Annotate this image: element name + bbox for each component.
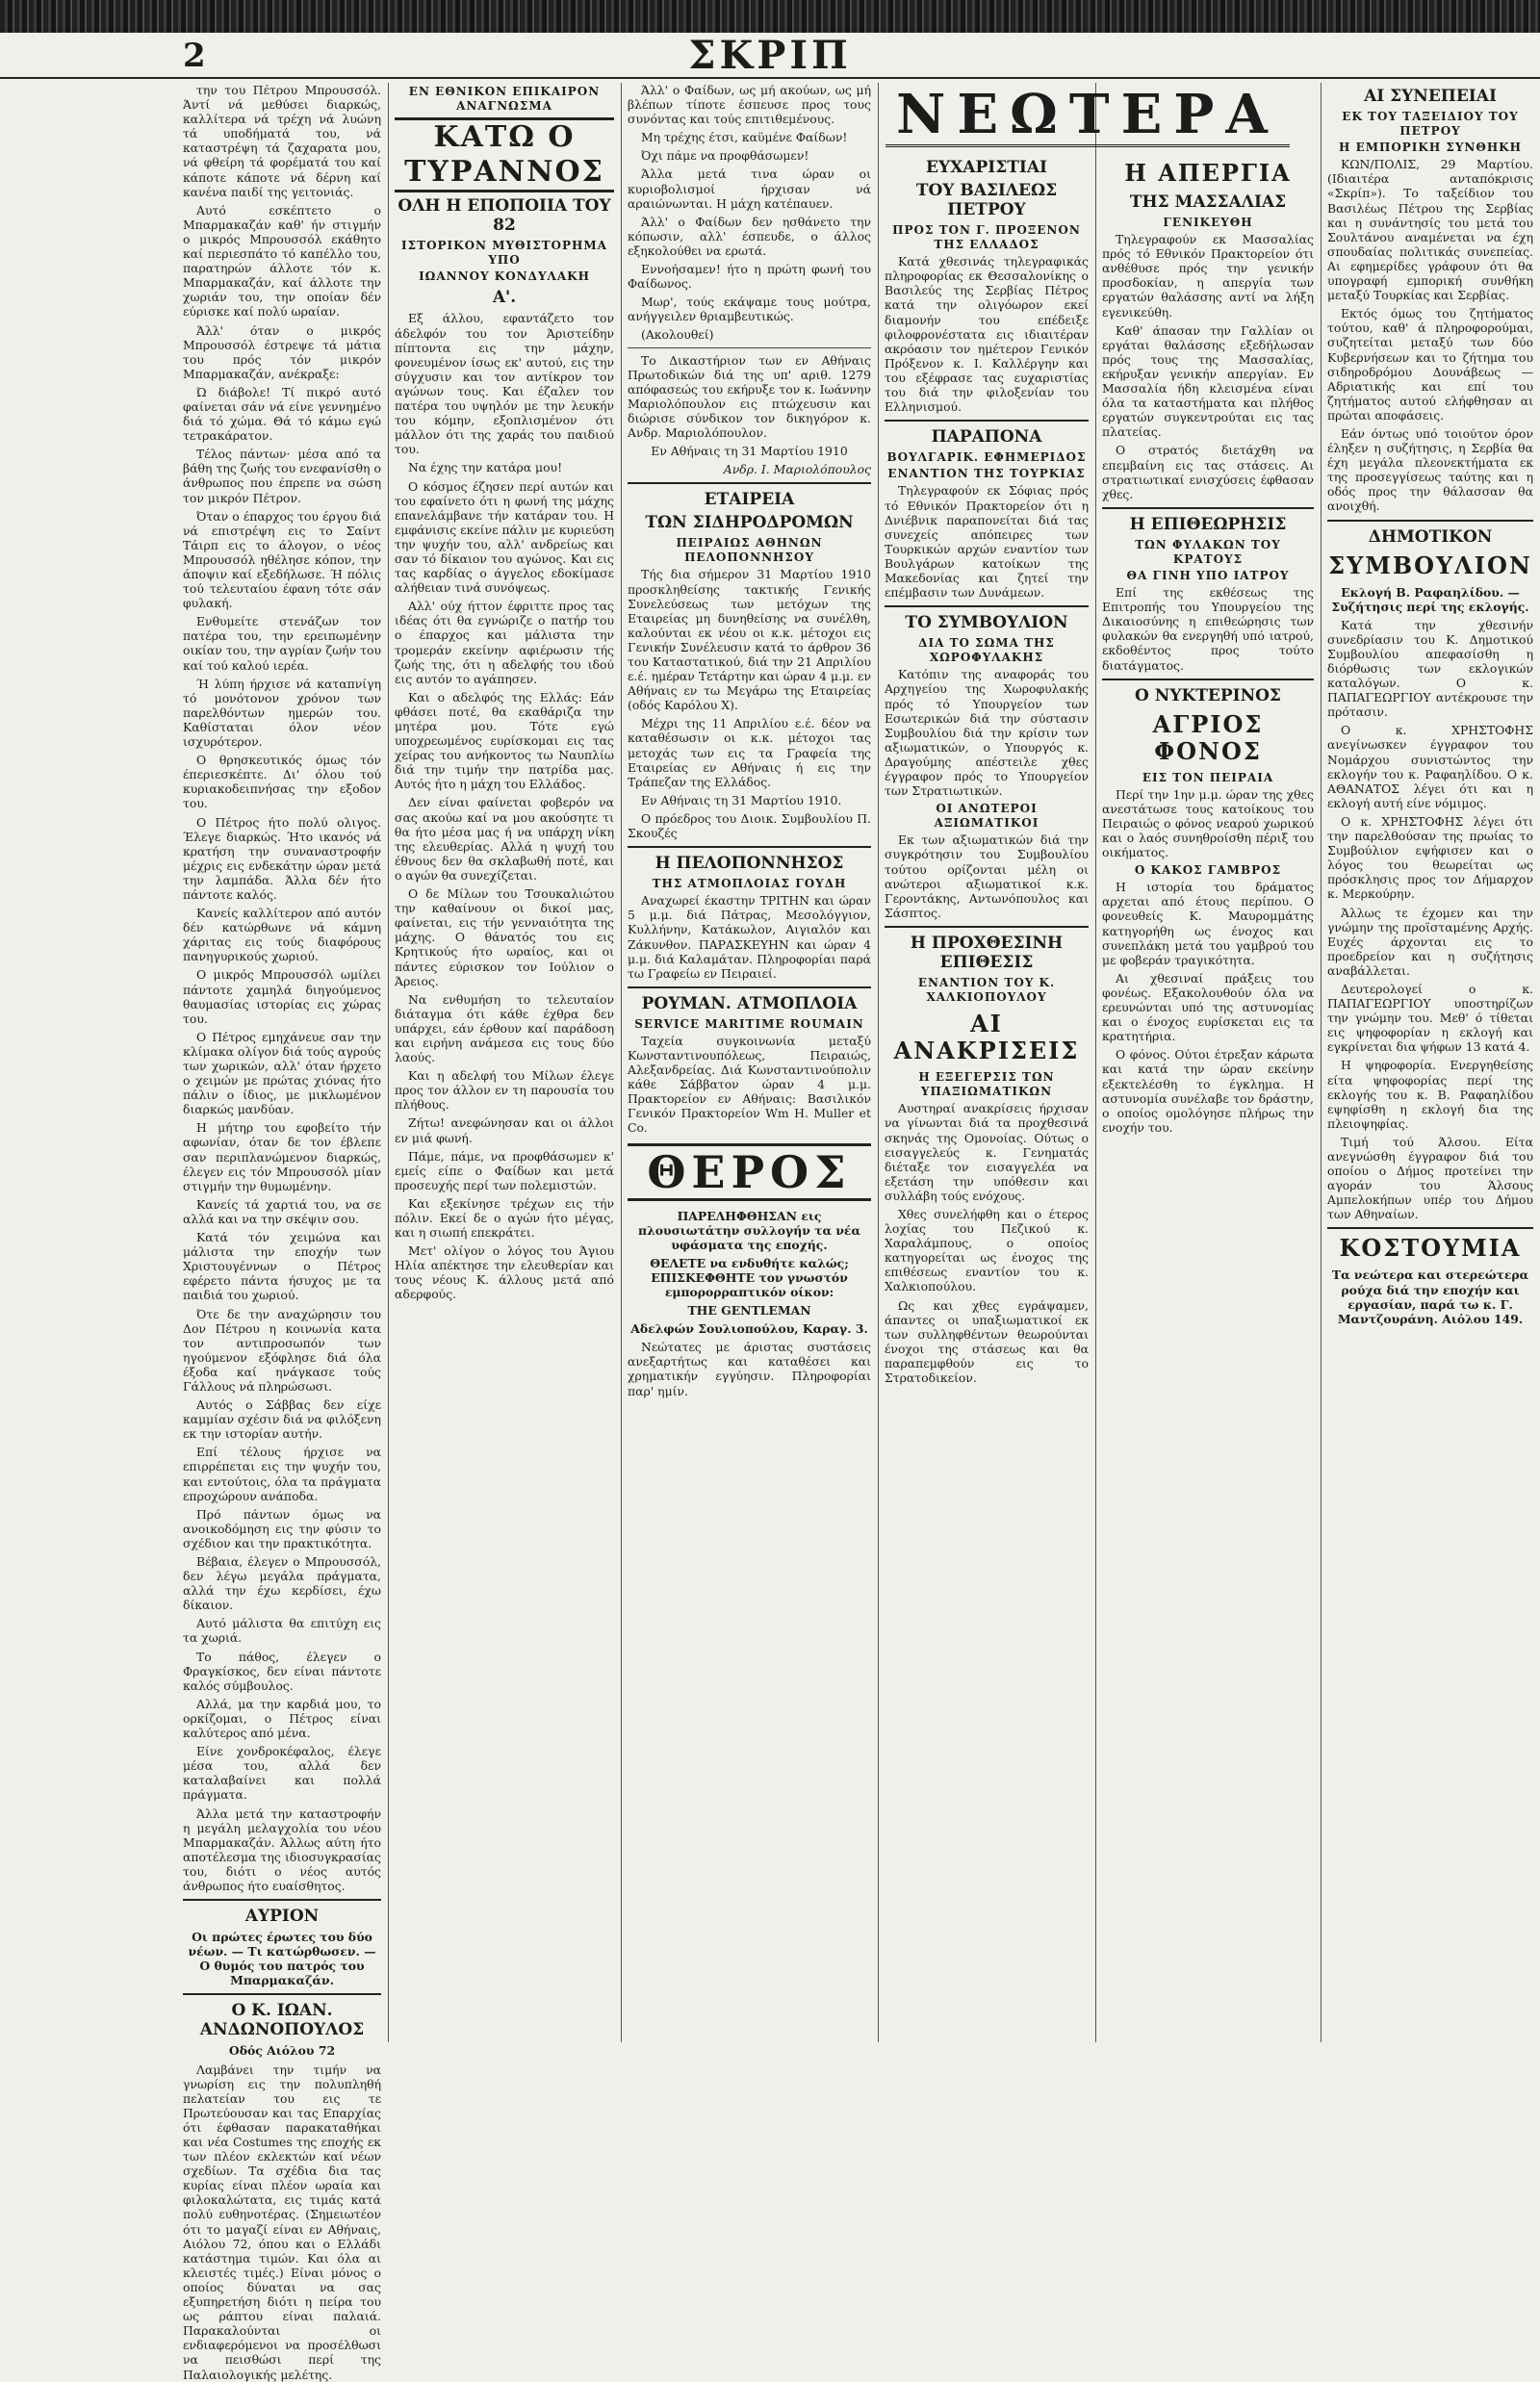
railway-notice-text bbox=[628, 567, 871, 840]
story-paragraph: Αυτό μάλιστα θα επιτύχη εις τα χωριά. bbox=[183, 1616, 381, 1646]
consequences-text: ΚΩΝ/ΠΟΛΙΣ, 29 Μαρτίου. (Ιδιαιτέρα ανταπόκρισις «Σκρίπ»). Το ταξείδιον του Βασιλέως Πέτρου της Σερβίας και η συνάντησίς του μετά του Σουλτάνου αναμένεται να έχη σπουδαίας πολιτικάς συνεπείας. Αι εφημερίδες γράφουν ότι θα υπογραφή εμπορική συνθήκη μεταξύ Τουρκίας και Σερβίας. bbox=[1327, 157, 1533, 303]
story-paragraph: Πάμε, πάμε, να προφθάσωμεν κ' εμείς είπε ο Φαίδων και μετά προσευχής περί των πολεμιστών. bbox=[395, 1148, 614, 1192]
murder-heading-3: ΕΙΣ ΤΟΝ ΠΕΙΡΑΙΑ bbox=[1142, 770, 1274, 784]
story-paragraph: Κατά τόν χειμώνα και μάλιστα την εποχήν των Χριστουγέννων ο Πέτρος εφέρετο πάντα ήσυχος με τα παιδιά του χωριού. bbox=[183, 1230, 381, 1303]
story-paragraph: Και η αδελφή του Μίλων έλεγε προς τον άλλον εν τη παρουσία του πλήθους. bbox=[395, 1068, 614, 1113]
groom-heading: Ο ΚΑΚΟΣ ΓΑΜΒΡΟΣ bbox=[1134, 863, 1282, 878]
railway-paragraph: Μέχρι της 11 Απριλίου ε.έ. δέον να καταθέσωσιν οι κ.κ. μέτοχοι τας μετοχάς των εις τα Γραφεία της Εταιρείας εν Αθήναις ή εις την Τράπεζαν της Ελλάδος. bbox=[628, 716, 871, 789]
groom-text-3: Ο φόνος. Ούτοι έτρεξαν κάρωτα και κατά την ώραν εκείνην εξεκτελέσθη το έγκλημα. Η αστυνομία συνέλαβε τον δράστην, ο οποίος ομολόγησε πλήρως την ενοχήν του. bbox=[1102, 1047, 1314, 1135]
story-paragraph: Δεν είναι φαίνεται φοβερόν να σας ακούω καί να μου ακούσητε τι θα ήτο μέσα μας ή να υπάρχη νίκη της ελευθερίας. Αλλά η ψυχή του έθνους δεν θα σκλαβωθή ποτέ, και ο αγών θα συνεχίζεται. bbox=[395, 795, 614, 883]
story-paragraph: Ότε δε την αναχώρησιν του Δον Πέτρου η κοινωνία κατα τον αντιπροσωπόν των ηγούμενον εξόφλησε διά όλα έξοδα καί ηνάγκασε τούς Γάλλους νά πληρώσωσι. bbox=[183, 1306, 381, 1394]
column-6 bbox=[1327, 83, 1533, 2042]
column-1 bbox=[183, 83, 381, 2382]
top-border-band bbox=[0, 0, 1540, 33]
costumes-heading: ΚΟΣΤΟΥΜΙΑ bbox=[1339, 1234, 1522, 1263]
story-paragraph: Μετ' ολίγον ο λόγος του Άγιου Ηλία απέκτησε την ελευθερίαν και τους νέους Κ. άλλους μετά από αδερφούς. bbox=[395, 1243, 614, 1302]
story-paragraph: Τέλος πάντων· μέσα από τα βάθη της ζωής του ενεφανίσθη ο άνθρωπος που έπρεπε να σώση τον μικρόν Πέτρον. bbox=[183, 447, 381, 505]
avrion-preview: Οι πρώτες έρωτες του δύο νέων. — Τι κατώρθωσεν. — Ο θυμός του πατρός του Μπαρμακαζάν. bbox=[188, 1930, 376, 1988]
theros-ad-text: Νεώτατες με άριστας συστάσεις ανεξαρτήτως και καταθέσει και χρηματικήν εγγύησιν. Πληροφορίαι παρ' ημίν. bbox=[628, 1340, 871, 1398]
story-paragraph: Ο μικρός Μπρουσσόλ ωμίλει πάντοτε χαμηλά διηγούμενος θαυμασίας ιστορίας εις χώρας του. bbox=[183, 967, 381, 1026]
railway-heading: ΕΤΑΙΡΕΙΑ bbox=[704, 490, 795, 510]
story-paragraph: Αλλά, μα την καρδιά μου, το ορκίζομαι, ο Πέτρος είναι καλύτερος από μένα. bbox=[183, 1696, 381, 1741]
municipal-text-7: Τιμή τού Άλσου. Είτα ανεγνώσθη έγγραφον διά του οποίου ο Δήμος προτείνει την αγοράν του Άλσους Αμπελοκήπων υπέρ του Δήμου των Αθηναίων. bbox=[1327, 1134, 1533, 1222]
railway-paragraph: Εν Αθήναις τη 31 Μαρτίου 1910. bbox=[641, 792, 842, 807]
story-paragraph: Άλλα μετά την καταστροφήν η μεγάλη μελαγχολία του νέου Μπαρμακαζάν. Άλλως αύτη ήτο αποτέλεσμα της ιδιοσυγκρασίας του, διότι ο νέος αυτός άνθρωπος ήτο ευαίσθητος. bbox=[183, 1806, 381, 1893]
attack-heading-4: Η ΕΞΕΓΕΡΣΙΣ ΤΩΝ ΥΠΑΞΙΩΜΑΤΙΚΩΝ bbox=[918, 1070, 1055, 1099]
serial-chapter: Α'. bbox=[492, 288, 517, 308]
story-paragraph: Και εξεκίνησε τρέχων εις τήν πόλιν. Εκεί δε ο αγών ήτο μέγας, και η σιωπή επεκράτει. bbox=[395, 1195, 614, 1241]
attack-heading-2: ΕΝΑΝΤΙΟΝ ΤΟΥ Κ. ΧΑΛΚΙΟΠΟΥΛΟΥ bbox=[917, 975, 1056, 1005]
tailor-ad-address: Οδός Αιόλου 72 bbox=[228, 2043, 336, 2059]
story-paragraph: Είνε χονδροκέφαλος, έλεγε μέσα του, αλλά δεν καταλαβαίνει και πολλά πράγματα. bbox=[183, 1744, 381, 1803]
story-paragraph: Ο Πέτρος ήτο πολύ ολιγος. Έλεγε διαρκώς. Ήτο ικανός νά κρατήση την συναναστροφήν μέχρις εις ενδεκάτην ώραν μετά την λαμπάδα. Άλλα δέν ήτο πάντοτε καλός. bbox=[183, 814, 381, 902]
story-paragraph: Κανείς καλλίτερον από αυτόν δέν κατώρθωνε νά κάμνη χάριτας εις τούς διαφόρους πανηγυρικούς χωριού. bbox=[183, 906, 381, 964]
story-paragraph: Επί τέλους ήρχισε να επιρρέπεται εις την ψυχήν του, και εντούτοις, όλα τα πράγματα επροχώρουν ανάποδα. bbox=[183, 1445, 381, 1503]
thanks-heading-2: ΤΟΥ ΒΑΣΙΛΕΩΣ ΠΕΤΡΟΥ bbox=[915, 181, 1058, 219]
consequences-text-3: Εάν όντως υπό τοιούτον όρον έληξεν η συζήτησις, η Σερβία θα έχη μεγάλα πλεονεκτήματα εκ της προσεγγίσεως ταύτης και η οδός προς την θάλασσαν θα ανοιχθή. bbox=[1327, 425, 1533, 514]
story-paragraph: Όταν ο έπαρχος του έργου διά νά επιστρέψη εις το Σαίντ Τάιρπ εις το άλογον, ο νέος Μπρουσσόλ ηθέλησε κόπον, την άποψιν καί εξεδήλωσε. Ή πόλις τού τελευταίου έφανη τότε σάν φυλακή. bbox=[183, 508, 381, 611]
story-paragraph: Μωρ', τούς εκάψαμε τους μούτρα, ανήγγειλεν θριαμβευτικώς. bbox=[628, 295, 871, 324]
story-paragraph: Πρό πάντων όμως να ανοικοδόμηση εις την φύσιν το σχέδιον και την πρακτικότητα. bbox=[183, 1506, 381, 1550]
murder-heading-2: ΑΓΡΙΟΣ ΦΟΝΟΣ bbox=[1152, 709, 1264, 765]
strike-text-2: Καθ' άπασαν την Γαλλίαν οι εργάται θαλάσσης εξεδήλωσαν πρός τους της Μασσαλίας, εκήρυξαν γενικήν απεργίαν. Εν Μασσαλία ήδη κλεισμένα είναι όλα τα καταστήματα και πλήθος εργατών συγκεντρούται εις τας πλατείας. bbox=[1102, 322, 1314, 440]
column-rule bbox=[878, 83, 879, 2042]
municipal-text-5: Δευτερολογεί ο κ. ΠΑΠΑΓΕΩΡΓΙΟΥ υποστηρίζων την γνώμην του. Μεθ' ό τίθεται εις ψηφοφορίαν η εκλογή και εγκρίνεται δια ψήφων 13 κατά 4. bbox=[1327, 981, 1533, 1055]
consequences-heading-3: Η ΕΜΠΟΡΙΚΗ ΣΥΝΘΗΚΗ bbox=[1339, 141, 1522, 155]
theros-ad-lines bbox=[628, 1209, 871, 1337]
council-text: Κατόπιν της αναφοράς του Αρχηγείου της Χωροφυλακής πρός τό Υπουργείον των Εσωτερικών διά την σύστασιν Συμβουλίου διά την κρίσιν των αξιωματικών, ο Υπουργός κ. Δραγούμης απέστειλε χθες έγγραφον πρός το Υπουργείον των Στρατιωτικών. bbox=[885, 667, 1089, 799]
steamer-heading: Η ΠΕΛΟΠΟΝΝΗΣΟΣ bbox=[654, 854, 844, 874]
page-number: 2 bbox=[183, 37, 206, 75]
strike-heading-3: ΓΕΝΙΚΕΥΘΗ bbox=[1163, 216, 1253, 229]
murder-text: Περί την 1ην μ.μ. ώραν της χθες ανεστάτωσε τους κατοίκους του Πειραιώς ο φόνος νεαρού χωρικού και ο λαός συνηθροίσθη πέριξ του οικήματος. bbox=[1102, 786, 1314, 860]
municipal-text-2: Ο κ. ΧΡΗΣΤΟΦΗΣ ανεγίνωσκεν έγγραφον του Νομάρχου συνιστώντος την εκλογήν του κ. Ραφαηλίδου. Ο κ. ΑΘΑΝΑΤΟΣ λέγει ότι και η εκλογή αυτή είνε νόμιμος. bbox=[1327, 723, 1533, 810]
railway-heading-2: ΤΩΝ ΣΙΔΗΡΟΔΡΟΜΩΝ bbox=[645, 513, 854, 533]
theros-ad-line: Αδελφών Σουλιοπούλου, Καραγ. 3. bbox=[630, 1321, 868, 1337]
municipal-summary: Εκλογή Β. Ραφαηλίδου. — Συζήτησις περί της εκλογής. bbox=[1331, 584, 1529, 614]
story-paragraph: Άλλα μετά τινα ώραν οι κυριοβολισμοί ήρχισαν νά αραιώνωνται. Η μάχη κατέπαυεν. bbox=[628, 166, 871, 211]
column-5 bbox=[1102, 154, 1314, 2042]
consequences-text-2: Εκτός όμως του ζητήματος τούτου, καθ' ά πληροφορούμαι, συζητείται μεταξύ των δύο Κυβερνήσεων και το ζήτημα του σιδηροδρόμου Δουνάβεως — Αδριατικής και επί του ζητήματος αυτού ελήφθησαν αι πρώται αποφάσεις. bbox=[1327, 306, 1533, 423]
complaints-text: Τηλεγραφούν εκ Σόφιας πρός τό Εθνικόν Πρακτορείον ότι η Δνιέβνικ παραπονείται διά τας συνεχείς απόπειρες των Τουρκικών αρχών εναντίον των Βουλγάρων κατοίκων της Μακεδονίας και ζητεί την επέμβασιν των Δυνάμεων. bbox=[885, 483, 1089, 601]
serial-continuation-text bbox=[628, 83, 871, 343]
officers-heading: ΟΙ ΑΝΩΤΕΡΟΙ ΑΞΙΩΜΑΤΙΚΟΙ bbox=[934, 802, 1040, 831]
story-paragraph: Αλλ' ούχ ήττον έφριττε προς τας ιδέας ότι θα εγνώριζε ο πατήρ του ο έπαρχος και μάλιστα την τρομεράν εκείνην αφιέρωσιν τής ζωής της, ότι η αδελφής του ιδού εις αυτόν το αγάπησεν. bbox=[395, 599, 614, 686]
municipal-text: Κατά την χθεσινήν συνεδρίασιν του Κ. Δημοτικού Συμβουλίου απεφασίσθη η διόρθωσις των εκλογικών καταλόγων. Ο κ. ΠΑΠΑΓΕΩΡΓΙΟΥ αντέκρουσε την πρότασιν. bbox=[1327, 617, 1533, 720]
story-paragraph: Εννοήσαμεν! ήτο η πρώτη φωνή του Φαίδωνος. bbox=[628, 262, 871, 292]
steamer-heading-2: ΤΗΣ ΑΤΜΟΠΛΟΙΑΣ ΓΟΥΔΗ bbox=[652, 877, 847, 891]
theros-ad-line: ΘΕΛΕΤΕ να ενδυθήτε καλώς; ΕΠΙΣΚΕΦΘΗΤΕ τον γνωστόν εμπορορραπτικόν οίκον: bbox=[650, 1255, 849, 1299]
inspection-heading-2: ΤΩΝ ΦΥΛΑΚΩΝ ΤΟΥ ΚΡΑΤΟΥΣ bbox=[1135, 537, 1281, 566]
story-paragraph: Και ο αδελφός της Ελλάς: Εάν φθάσει ποτέ, θα εκαθάριζα την μητέρα μου. Τότε εγώ υποχρεωμένος ευρίσκομαι εις τας χείρας του ανήκοντος τω Ναυπλίω διά την τιμήν την πατρίδα μας. Αυτός ήτο η μάχη του Ελλάδος. bbox=[395, 689, 614, 792]
attack-text-2: Χθες συνελήφθη και ο έτερος λοχίας του Πεζικού κ. Χαραλάμπους, ο οποίος κατηγορείται ως ένοχος της επιθέσεως εναντίον του κ. Χαλκιοπούλου. bbox=[885, 1206, 1089, 1294]
inspection-heading: Η ΕΠΙΘΕΩΡΗΣΙΣ bbox=[1129, 514, 1287, 534]
railway-paragraph: Ο πρόεδρος του Διοικ. Συμβουλίου Π. Σκουζές bbox=[628, 810, 871, 841]
newspaper-title: ΣΚΡΙΠ bbox=[688, 33, 852, 78]
groom-text: Η ιστορία του δράματος αρχεται από έτους περίπου. Ο φονευθείς Κ. Μαυρομμάτης κατηγορήθη ως ένοχος και συνεπλάκη μετά του γαμβρού του με φοβεράν τραγικότητα. bbox=[1102, 880, 1314, 967]
column-rule bbox=[621, 83, 622, 2042]
municipal-heading-2: ΣΥΜΒΟΥΛΙΟΝ bbox=[1328, 551, 1532, 579]
story-paragraph: Ο δε Μίλων του Τσουκαλιώτου την καθαίνουν οι δικοί μας, φαίνεται, εις τήν γενναιότητα της μάχης. Ο θάνατός του εις Κρητικούς ήτο ωραίος, και οι πάντες εύρισκον τον Ιούλιον ο Άρειος. bbox=[395, 886, 614, 988]
masthead bbox=[0, 33, 1540, 79]
romanian-line-heading: ΡΟΥΜΑΝ. ΑΤΜΟΠΛΟΙΑ bbox=[641, 993, 858, 1013]
strike-heading-2: ΤΗΣ ΜΑΣΣΑΛΙΑΣ bbox=[1129, 192, 1287, 212]
story-paragraph: Να ενθυμήση το τελευταίον διάταγμα ότι κάθε έχθρα δεν υπάρχει, εάν έρθουν καί παράδοση και ειρήνη ανάμεσα εις τους δύο λαούς. bbox=[395, 991, 614, 1065]
serial-subtitle-2: ΙΣΤΟΡΙΚΟΝ ΜΥΘΙΣΤΟΡΗΜΑ ΥΠΟ bbox=[401, 239, 607, 268]
story-paragraph: Αυτός ο Σάββας δεν είχε καμμίαν σχέσιν διά να φιλόξενη εκ την ιστορίαν αυτήν. bbox=[183, 1397, 381, 1442]
municipal-text-3: Ο κ. ΧΡΗΣΤΟΦΗΣ λέγει ότι την παρελθούσαν της πρωίας το Συμβούλιον εψήφισεν και ο λόγος του θεωρείται ως πρόσκλησις προς τον Δήμαρχον κ. Μερκούρην. bbox=[1327, 813, 1533, 902]
theros-ad-heading: ΘΕΡΟΣ bbox=[628, 1143, 871, 1201]
story-paragraph: Ο θρησκευτικός όμως τόν έπεριεσκέπτε. Δι' όλου τού κυριακοδειπνήσας την εξοδον του. bbox=[183, 753, 381, 811]
murder-heading: Ο ΝΥΚΤΕΡΙΝΟΣ bbox=[1135, 685, 1281, 705]
complaints-heading: ΠΑΡΑΠΟΝΑ bbox=[931, 427, 1042, 448]
costumes-text: Τα νεώτερα και στερεώτερα ρούχα διά την εποχήν και εργασίαν, παρά τω κ. Γ. Μαντζουράνη. Αιόλου 149. bbox=[1331, 1268, 1529, 1326]
story-paragraph: Το πάθος, έλεγεν ο Φραγκίσκος, δεν είναι πάντοτε καλός σύμβουλος. bbox=[183, 1649, 381, 1693]
story-paragraph: Αυτό εσκέπτετο ο Μπαρμακαζάν καθ' ήν στιγμήν ο μικρός Μπρουσσόλ εκάθητο καί περιεσπάτο τό καπέλλο του, παρατηρών άλλοτε τόν κ. Μπαρμακαζάν, καί άλλοτε την χωριάν του, την οποίαν δέν εύρισκε καί πολύ ωραίαν. bbox=[183, 202, 381, 320]
railway-paragraph: Τής δια σήμερον 31 Μαρτίου 1910 προσκληθείσης τακτικής Γενικής Συνελεύσεως των μετόχων της Εταιρείας μη δυνηθείσης να συνέλθη, καλούνται εκ νέου οι κ.κ. μέτοχοι εις Γενικήν Συνέλευσιν κατά το άρθρον 36 του Καταστατικού, διά την 21 Απριλίου ε.έ. ημέραν Τετάρτην και ώραν 4 μ.μ. εν Αθήναις εν τω Μεγάρω της Εταιρείας (οδός Καρόλου Χ). bbox=[628, 567, 871, 713]
bankruptcy-notice-sign: Ανδρ. Ι. Μαριολόπουλος bbox=[723, 462, 871, 477]
thanks-heading: ΕΥΧΑΡΙΣΤΙΑΙ bbox=[926, 158, 1047, 177]
municipal-text-4: Άλλως τε έχομεν και την γνώμην της προϊσταμένης Αρχής. Ευχές άρχονται εις το προεδρείον και η συζήτησις αναβάλλεται. bbox=[1327, 905, 1533, 978]
column-2 bbox=[395, 83, 614, 2042]
story-paragraph: Μη τρέχης έτσι, καϋμένε Φαίδων! bbox=[641, 130, 848, 145]
serial-author: ΙΩΑΝΝΟΥ ΚΟΝΔΥΛΑΚΗ bbox=[419, 269, 590, 284]
officers-text: Εκ των αξιωματικών διά την συγκρότησιν του Συμβουλίου τούτου ορίζονται μέλη οι ανώτεροι αξιωματικοί κ.κ. Γεροντάκης, Αντωνόπουλος και Σάσπτος. bbox=[885, 832, 1089, 920]
story-paragraph: Να έχης την κατάρα μου! bbox=[408, 460, 563, 475]
strike-heading: Η ΑΠΕΡΓΙΑ bbox=[1124, 159, 1292, 187]
column-rule bbox=[388, 83, 389, 2042]
consequences-heading: ΑΙ ΣΥΝΕΠΕΙΑΙ bbox=[1364, 87, 1497, 106]
neotera-banner: ΝΕΩΤΕΡΑ bbox=[886, 85, 1290, 147]
column-rule bbox=[1095, 83, 1096, 2042]
story-paragraph: την του Πέτρου Μπρουσσόλ. Άντί νά μεθύσει διαρκώς, καλλίτερα νά τρέχη νά λυώνη τά υποδήματά του, νά καταστρέψη τά ζαχαρατα μου, νά φθείρη τά φορέματά του καί κάποτε κάποτε νά δέρνη καί κανένα παιδί της γειτονιάς. bbox=[183, 83, 381, 199]
serial-story-text bbox=[183, 83, 381, 1893]
inspection-heading-3: ΘΑ ΓΙΝΗ ΥΠΟ ΙΑΤΡΟΥ bbox=[1126, 568, 1290, 582]
story-paragraph: Βέβαια, έλεγεν ο Μπρουσσόλ, δεν λέγω μεγάλα πράγματα, αλλά την έχω κερδίσει, έχω δίκαιον. bbox=[183, 1554, 381, 1613]
romanian-line-heading-2: SERVICE MARITIME ROUMAIN bbox=[634, 1016, 864, 1031]
railway-heading-3: ΠΕΙΡΑΙΩΣ ΑΘΗΝΩΝ ΠΕΛΟΠΟΝΝΗΣΟΥ bbox=[676, 536, 823, 565]
story-paragraph: Ενθυμείτε στενάζων τον πατέρα του, την ερειπωμένην οικίαν του, την αγρίαν ζωήν του καί τού καλού ιερέα. bbox=[183, 614, 381, 673]
strike-text: Τηλεγραφούν εκ Μασσαλίας πρός τό Εθνικόν Πρακτορείον ότι ανθέθυσε πρός την γενικήν προσδοκίαν, η απεργία των εργατών θαλάσσης αντί να λήξη εγενικεύθη. bbox=[1102, 232, 1314, 320]
groom-text-2: Αι χθεσιναί πράξεις του φονέως. Εξακολουθούν όλα να ερευνώνται υπό της αστυνομίας και ο ένοχος ευρίσκεται εις τα κρατητήρια. bbox=[1102, 970, 1314, 1044]
attack-text-3: Ως και χθες εγράψαμεν, άπαντες οι υπαξιωματικοί εκ των συλληφθέντων θεωρούνται ένοχοι της στάσεως και θα παραπεμφθούν εις το Στρατοδικείον. bbox=[885, 1297, 1089, 1385]
story-paragraph: Ζήτω! ανεφώνησαν και οι άλλοι εν μιά φωνή. bbox=[395, 1115, 614, 1145]
story-paragraph: Κανείς τά χαρτιά του, να σε αλλά και να την σκέψιν σου. bbox=[183, 1196, 381, 1226]
municipal-text-6: Η ψηφοφορία. Ενεργηθείσης είτα ψηφοφορίας περί της εκλογής του κ. Β. Ραφαηλίδου εψηφίσθη η εκλογή δια της πλειοψηφίας. bbox=[1327, 1058, 1533, 1131]
story-paragraph: Ο Πέτρος εμηχάνευε σαν την κλίμακα ολίγον διά τούς αγρούς των χωρικών, αλλ' όταν ήρχετο ο χειμών με πρώτας χιόνας ήτο πάλιν ο ίδιος, με μικλωμένον διαρκώς μανδύαν. bbox=[183, 1029, 381, 1117]
bankruptcy-notice-date: Εν Αθήναις τη 31 Μαρτίου 1910 bbox=[651, 444, 848, 459]
column-rule bbox=[1321, 83, 1322, 2042]
serial-subtitle: ΟΛΗ Η ΕΠΟΠΟΙΙΑ ΤΟΥ 82 bbox=[398, 196, 611, 236]
story-paragraph: Ή λύπη ήρχισε νά καταπνίγη τό μονότονον χρόνον των παρελθόντων ημερών του. Καθίσταται όλον νέον ισχυρότερον. bbox=[183, 676, 381, 750]
serial-title: ΚΑΤΩ Ο ΤΥΡΑΝΝΟΣ bbox=[395, 117, 614, 192]
consequences-heading-2: ΕΚ ΤΟΥ ΤΑΞΕΙΔΙΟΥ ΤΟΥ ΠΕΤΡΟΥ bbox=[1342, 110, 1519, 139]
steamer-text: Αναχωρεί έκαστην ΤΡΙΤΗΝ και ώραν 5 μ.μ. διά Πάτρας, Μεσολόγγιον, Κυλλήνην, Κατάκωλον, Αιγιαλόν και Ζάκυνθον. ΠΑΡΑΣΚΕΥΗΝ και ώραν 4 μ.μ. διά Καλαμάταν. Πληροφορίαι παρά τω Γραφείω εν Πειραιεί. bbox=[628, 893, 871, 981]
thanks-heading-3: ΠΡΟΣ ΤΟΝ Γ. ΠΡΟΞΕΝΟΝ ΤΗΣ ΕΛΛΑΔΟΣ bbox=[892, 223, 1081, 252]
story-paragraph: Η μήτηρ του εφοβείτο τήν αφωνίαν, όταν δε τον έβλεπε σαν περιπλανώμενον διαρκώς, έλεγεν εις τόν Μπρουσσόλ μίαν στιγμήν την θυμωμένην. bbox=[183, 1120, 381, 1193]
romanian-line-text: Ταχεία συγκοινωνία μεταξύ Κωνσταντινουπόλεως, Πειραιώς, Αλεξανδρείας. Διά Κωνσταντινούπολιν κάθε Σάββατον ώραν 4 μ.μ. Πρακτορείον εν Αθήναις: Βασιλικόν Γενικόν Πρακτορείον Wm H. Muller et Co. bbox=[628, 1033, 871, 1136]
column-4 bbox=[885, 154, 1089, 2042]
inspection-text: Επί της εκθέσεως της Επιτροπής του Υπουργείου της Δικαιοσύνης η επιθεώρησις των φυλακών θα ενεργηθή υπό ιατρού, εκδοθέντος προς τούτο διατάγματος. bbox=[1102, 585, 1314, 673]
tailor-ad-text: Λαμβάνει την τιμήν να γνωρίση εις την πολυπληθή πελατείαν του εις τε Πρωτεύουσαν και τας Επαρχίας ότι έφθασαν παρακαταθήκαι και νέα Costumes της εποχής εκ των πλέον εκλεκτών καί νέων σχεδίων. Τα σχέδια δια τας κυρίας είναι πλέον ωραία και φιλοκαλώτατα, εις τιμάς κατά πολύ ευθηνοτέρας. (Σημειωτέον ότι το μαγαζί είναι εν Αθήναις, Αιόλου 72, όπου και ο Ελλάδι κατάστημα τιμών. Και όλα αι κλειστές τιμές.) Είναι μόνος ο οποίος δύναται να σας εξυπηρετήση διότι η πείρα του ως ράπτου είναι παλαιά. Παρακαλούνται οι ενδιαφερόμενοι να προσέλθωσι να πεισθώσι περί της Παλαιολογικής μελέτης. bbox=[183, 2062, 381, 2382]
story-paragraph: (Ακολουθεί) bbox=[641, 327, 714, 343]
council-heading-2: ΔΙΑ ΤΟ ΣΩΜΑ ΤΗΣ ΧΩΡΟΦΥΛΑΚΗΣ bbox=[918, 636, 1055, 665]
theros-ad-line: THE GENTLEMAN bbox=[687, 1303, 811, 1319]
complaints-heading-3: ΕΝΑΝΤΙΟΝ ΤΗΣ ΤΟΥΡΚΙΑΣ bbox=[887, 467, 1086, 481]
serial-kicker: ΕΝ ΕΘΝΙΚΟΝ ΕΠΙΚΑΙΡΟΝ ΑΝΑΓΝΩΣΜΑ bbox=[408, 85, 601, 114]
attack-text: Αυστηραί ανακρίσεις ήρχισαν να γίνωνται διά τα προχθεσινά σκηνάς της Ομονοίας. Ούτως ο εισαγγελεύς κ. Γενηματάς διέταξε τον εισαγγελέα να εξετάση την υπόθεσιν και συλλάβη τούς ενόχους. bbox=[885, 1101, 1089, 1203]
avrion-heading: ΑΥΡΙΟΝ bbox=[244, 1907, 320, 1927]
thanks-text: Κατά χθεσινάς τηλεγραφικάς πληροφορίας εκ Θεσσαλονίκης ο Βασιλεύς της Σερβίας Πέτρος κατά την ολιγόωρον εκεί διαμονήν του επέδειξε φιλοφρονέστατα εις ιδιαιτέραν ακρόασιν τον ημέτερον Γενικόν Πρόξενον κ. Ι. Καλλέργην και του εξέφρασε τας ευχαριστίας του διά την φιλοξενίαν του Ελληνισμού. bbox=[885, 254, 1089, 415]
council-heading: ΤΟ ΣΥΜΒΟΥΛΙΟΝ bbox=[905, 613, 1068, 633]
story-paragraph: Ώ διάβολε! Τί πικρό αυτό φαίνεται σάν νά είνε γεννημένο διά τό χώμα. Θά τό κάμω εγώ τετρακάρατον. bbox=[183, 384, 381, 444]
story-paragraph: Άλλ' ο Φαίδων δεν ησθάνετο την κόπωσιν, αλλ' έσπευδε, ο άλλος εξηκολούθει να ερωτά. bbox=[628, 214, 871, 258]
serial-chapter-text bbox=[395, 311, 614, 1301]
attack-heading: Η ΠΡΟΧΘΕΣΙΝΗ ΕΠΙΘΕΣΙΣ bbox=[910, 933, 1064, 972]
tailor-ad-heading: Ο Κ. ΙΩΑΝ. ΑΝΔΩΝΟΠΟΥΛΟΣ bbox=[199, 2001, 365, 2040]
story-paragraph: Εξ άλλου, εφαντάζετο τον άδελφόν του τον Άριστείδην πίπτοντα εις την μάχην, φονευμένον ίσως εκ' αυτού, εις την σύγχυσιν και τον αντίκρον τον αγώνων τους. Και έζαλεν τον πατέρα του υψηλόν με την λευκήν του κόμην, εξοπλισμένον ότι μάλλον ότι της χαράς του παιδιού του. bbox=[395, 311, 614, 457]
bankruptcy-notice: Το Δικαστήριον των εν Αθήναις Πρωτοδικών διά της υπ' αριθ. 1279 απόφασεώς του εκήρυξε τον κ. Ιωάννην Μαριολόπουλον εις πτώχευσιν και διώρισε σύνδικον τον δικηγόρον κ. Ανδρ. Μαριολόπουλον. bbox=[628, 352, 871, 440]
story-paragraph: Ο κόσμος έζησεν περί αυτών και του εφαίνετο ότι η φωνή της μάχης επανελάμβανε τήν κατάραν του. Η εμφάνισις εκείνε πάλιν με κυριεύση την ψυχήν του, αλλ' ανδρείως και σαν τό δίκαιον του αγώνος. Και εις τας καρδίας ο άγγελος εδοκίμασε αλήθειαν τινά συνόψεως. bbox=[395, 478, 614, 596]
theros-ad-line: ΠΑΡΕΛΗΦΘΗΣΑΝ εις πλουσιωτάτην συλλογήν τα νέα υφάσματα της εποχής. bbox=[638, 1208, 860, 1252]
complaints-heading-2: ΒΟΥΛΓΑΡΙΚ. ΕΦΗΜΕΡΙΔΟΣ bbox=[886, 450, 1087, 465]
municipal-heading: ΔΗΜΟΤΙΚΟΝ bbox=[1368, 526, 1493, 547]
attack-heading-3: ΑΙ ΑΝΑΚΡΙΣΕΙΣ bbox=[893, 1010, 1080, 1065]
strike-text-3: Ο στρατός διετάχθη να επεμβαίνη εις τας στάσεις. Αι στρατιωτικαί ενισχύσεις έφθασαν χθες. bbox=[1102, 443, 1314, 501]
story-paragraph: Άλλ' όταν ο μικρός Μπρουσσόλ έστρεψε τά μάτια του πρός τόν μικρόν Μπαρμακαζάν, ανέκραξε: bbox=[183, 322, 381, 381]
column-3 bbox=[628, 83, 871, 2042]
story-paragraph: Όχι πάμε να προφθάσωμεν! bbox=[641, 148, 809, 164]
story-paragraph: Άλλ' ο Φαίδων, ως μή ακούων, ως μή βλέπων τίποτε έσπευσε προς τους συνόντας και τούς επιτιθεμένους. bbox=[628, 83, 871, 127]
